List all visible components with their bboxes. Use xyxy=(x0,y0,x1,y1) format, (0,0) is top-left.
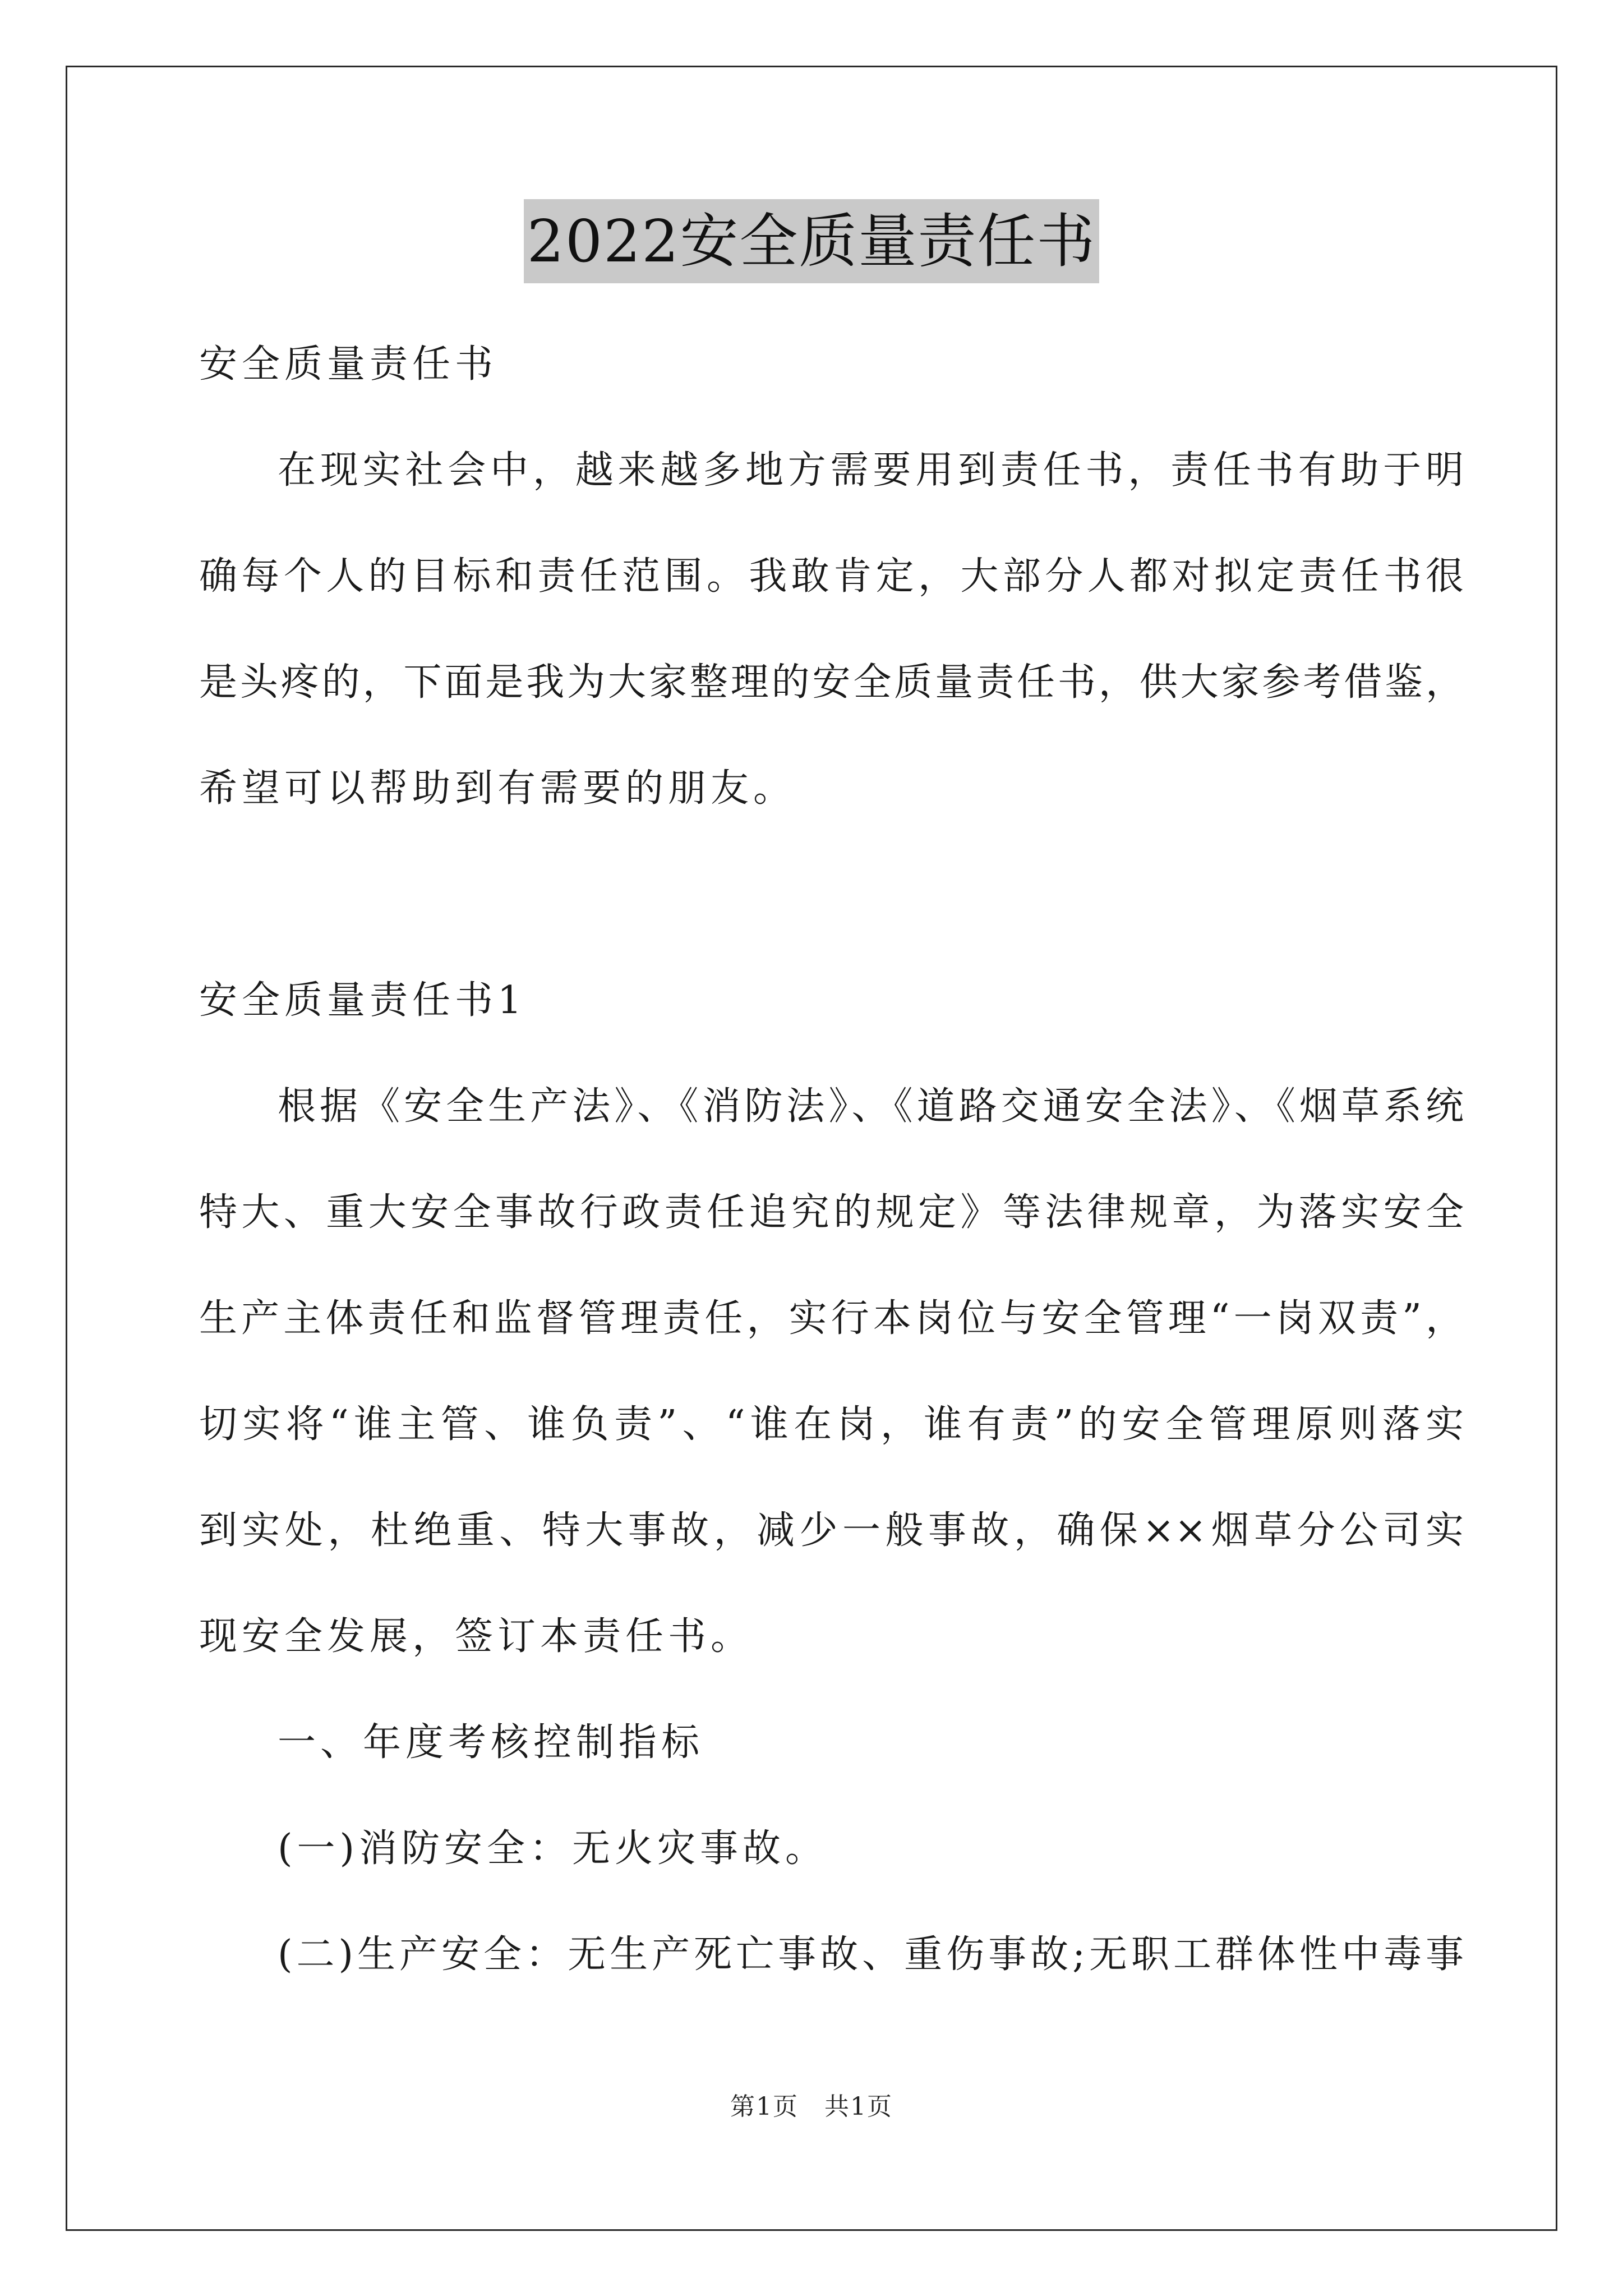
paragraph-line: 根据《安全生产法》、《消防法》、《道路交通安全法》、《烟草系统 xyxy=(278,1084,1464,1129)
paragraph-line: 是头疼的，下面是我为大家整理的安全质量责任书，供大家参考借鉴， xyxy=(199,660,1464,705)
list-item: (二)生产安全：无生产死亡事故、重伤事故;无职工群体性中毒事 xyxy=(278,1932,1464,1977)
paragraph-gap xyxy=(199,841,1464,947)
paragraph-line: 切实将“谁主管、谁负责”、“谁在岗，谁有责”的安全管理原则落实 xyxy=(199,1402,1464,1447)
list-heading: 一、年度考核控制指标 xyxy=(278,1720,704,1765)
paragraph-line: 特大、重大安全事故行政责任追究的规定》等法律规章，为落实安全 xyxy=(199,1190,1464,1235)
document-body xyxy=(199,311,1464,2008)
paragraph-line: 确每个人的目标和责任范围。我敢肯定，大部分人都对拟定责任书很 xyxy=(199,554,1464,599)
title-wrap xyxy=(0,199,1623,283)
document-title: 2022安全质量责任书 xyxy=(524,199,1100,283)
section-heading: 安全质量责任书1 xyxy=(199,978,527,1023)
paragraph-line: 生产主体责任和监督管理责任，实行本岗位与安全管理“一岗双责”， xyxy=(199,1296,1464,1341)
paragraph-line: 现安全发展，签订本责任书。 xyxy=(199,1614,754,1659)
paragraph-line: 到实处，杜绝重、特大事故，减少一般事故，确保××烟草分公司实 xyxy=(199,1508,1464,1553)
list-item: (一)消防安全：无火灾事故。 xyxy=(278,1826,828,1871)
page-footer: 第1页 共1页 xyxy=(730,2092,893,2121)
section-heading: 安全质量责任书 xyxy=(199,342,498,386)
paragraph-line: 希望可以帮助到有需要的朋友。 xyxy=(199,766,796,811)
paragraph-line: 在现实社会中，越来越多地方需要用到责任书，责任书有助于明 xyxy=(278,448,1464,493)
